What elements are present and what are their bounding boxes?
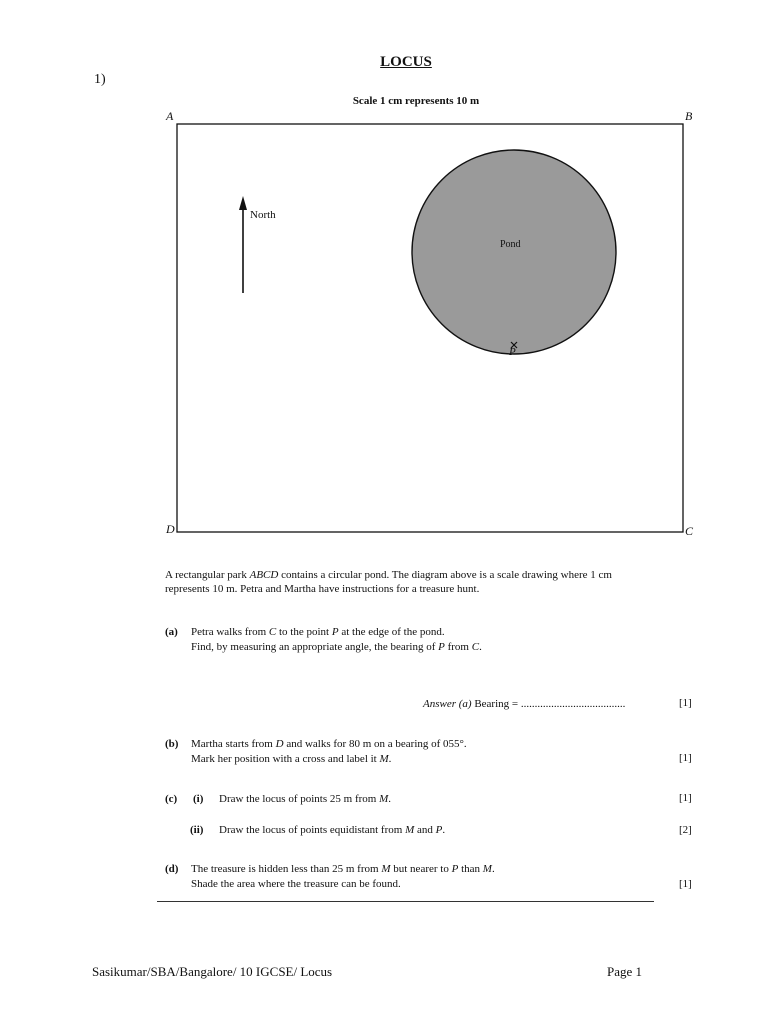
part-b-line-1: Martha starts from D and walks for 80 m on a bearing of 055°.: [191, 738, 467, 750]
corner-d-label: D: [166, 522, 175, 536]
part-a-label: (a): [165, 626, 178, 638]
part-c-label: (c): [165, 793, 178, 805]
north-label: North: [250, 209, 276, 221]
corner-b-label: B: [685, 109, 693, 123]
scale-caption: Scale 1 cm represents 10 m: [352, 95, 480, 107]
part-d-label: (d): [165, 863, 179, 875]
part-a-answer-line: Answer (a) Bearing = ......................................: [423, 698, 626, 710]
point-p-label: P: [509, 346, 516, 358]
intro-paragraph: [165, 568, 705, 596]
page-title: LOCUS: [380, 54, 432, 70]
question-number: 1): [94, 72, 106, 87]
part-a-marks: [1]: [679, 697, 692, 709]
footer-source: Sasikumar/SBA/Bangalore/ 10 IGCSE/ Locus: [92, 964, 333, 979]
part-b-label: (b): [165, 738, 179, 750]
park-rectangle: [177, 124, 683, 532]
part-c-i-text: Draw the locus of points 25 m from M.: [219, 793, 392, 805]
part-b-line-2: Mark her position with a cross and label it M.: [191, 753, 392, 765]
footer-page-number: Page 1: [607, 964, 643, 979]
north-arrow-head: [239, 196, 247, 210]
part-c-i-label: (i): [193, 793, 204, 805]
part-c-ii-text: Draw the locus of points equidistant from M and P.: [219, 824, 446, 836]
intro-line-2: represents 10 m. Petra and Martha have instructions for a treasure hunt.: [165, 583, 480, 595]
part-a-line-2: Find, by measuring an appropriate angle, the bearing of P from C.: [191, 641, 482, 653]
part-c-ii-label: (ii): [190, 824, 204, 836]
intro-line-1: A rectangular park ABCD contains a circular pond. The diagram above is a scale drawing where 1 cm: [165, 569, 612, 581]
pond-circle: [412, 150, 616, 354]
section-divider: [157, 901, 654, 902]
pond-label: Pond: [500, 239, 521, 250]
part-d-marks: [1]: [679, 878, 692, 890]
part-c-ii-marks: [2]: [679, 824, 692, 836]
corner-a-label: A: [166, 109, 174, 123]
part-c-i-marks: [1]: [679, 792, 692, 804]
part-d-line-2: Shade the area where the treasure can be found.: [191, 878, 401, 890]
part-d-line-1: The treasure is hidden less than 25 m from M but nearer to P than M.: [191, 863, 495, 875]
part-a-line-1: Petra walks from C to the point P at the edge of the pond.: [191, 626, 445, 638]
part-b-marks: [1]: [679, 752, 692, 764]
corner-c-label: C: [685, 524, 694, 538]
